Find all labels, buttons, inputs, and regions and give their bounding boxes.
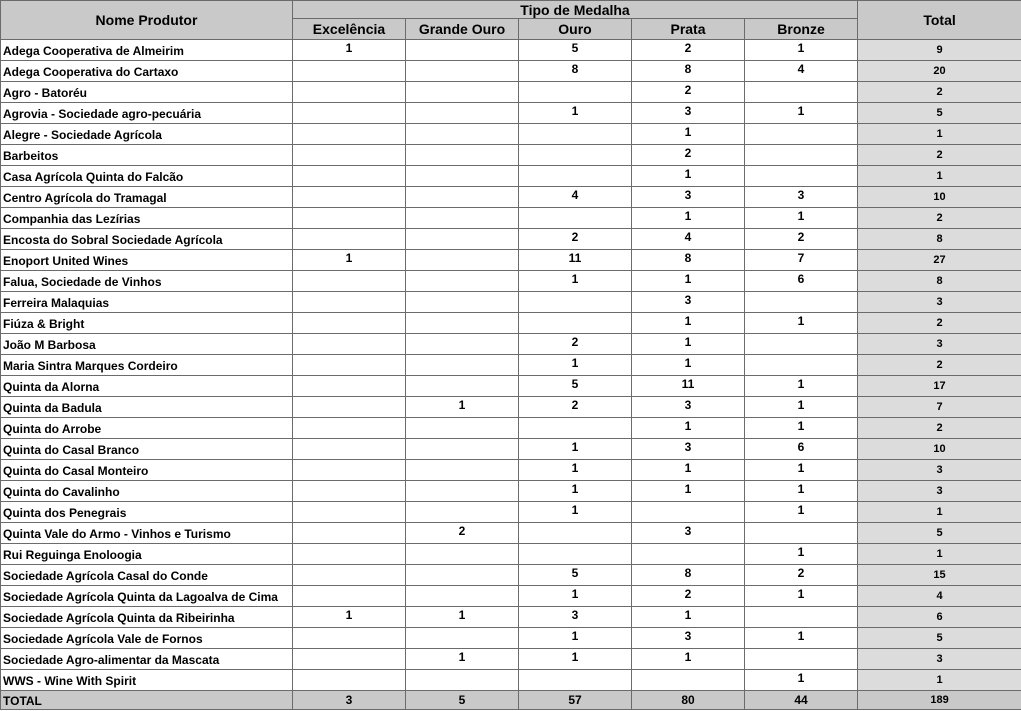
producer-name-cell: Alegre - Sociedade Agrícola: [1, 124, 293, 145]
medal-count-cell-prata: 11: [632, 376, 745, 397]
medal-count-cell-excelencia: [293, 334, 406, 355]
medal-count-cell-prata: 1: [632, 418, 745, 439]
row-total-cell: 10: [858, 187, 1021, 208]
medal-count-cell-bronze: [745, 607, 858, 628]
medal-count-cell-ouro: 1: [519, 502, 632, 523]
medal-count-cell-prata: 4: [632, 229, 745, 250]
table-row: [1, 607, 1021, 628]
medal-count-cell-grande-ouro: [406, 208, 519, 229]
medal-count-cell-bronze: 1: [745, 586, 858, 607]
medal-count-cell-excelencia: [293, 544, 406, 565]
producer-name-cell: Enoport United Wines: [1, 250, 293, 271]
medal-count-cell-grande-ouro: [406, 334, 519, 355]
medal-count-cell-grande-ouro: [406, 40, 519, 61]
row-total-cell: 2: [858, 82, 1021, 103]
medal-count-cell-ouro: 1: [519, 355, 632, 376]
medal-count-cell-bronze: [745, 166, 858, 187]
table-row: [1, 334, 1021, 355]
table-header: [1, 1, 1021, 40]
producer-name-cell: Quinta da Badula: [1, 397, 293, 418]
medal-count-cell-excelencia: 1: [293, 607, 406, 628]
medal-count-cell-prata: 8: [632, 250, 745, 271]
producer-name-cell: Rui Reguinga Enoloogia: [1, 544, 293, 565]
producer-name-cell: Sociedade Agrícola Quinta da Lagoalva de Cima: [1, 586, 293, 607]
medal-count-cell-excelencia: [293, 61, 406, 82]
medal-count-cell-ouro: 1: [519, 481, 632, 502]
producer-name-cell: WWS - Wine With Spirit: [1, 670, 293, 691]
medal-count-cell-ouro: 5: [519, 376, 632, 397]
medal-count-cell-prata: 2: [632, 82, 745, 103]
medal-count-cell-bronze: 6: [745, 271, 858, 292]
row-total-cell: 17: [858, 376, 1021, 397]
total-grande-ouro: 5: [406, 691, 519, 710]
medal-count-cell-ouro: 1: [519, 628, 632, 649]
medal-count-cell-grande-ouro: [406, 145, 519, 166]
medal-count-cell-bronze: [745, 523, 858, 544]
medal-count-cell-excelencia: [293, 166, 406, 187]
medal-count-cell-grande-ouro: [406, 586, 519, 607]
table-row: [1, 145, 1021, 166]
medal-count-cell-bronze: 7: [745, 250, 858, 271]
medal-count-cell-excelencia: [293, 271, 406, 292]
medal-count-cell-excelencia: [293, 103, 406, 124]
medal-count-cell-grande-ouro: [406, 313, 519, 334]
row-total-cell: 6: [858, 607, 1021, 628]
producer-name-cell: Fiúza & Bright: [1, 313, 293, 334]
medal-count-cell-ouro: [519, 82, 632, 103]
medal-count-cell-excelencia: [293, 292, 406, 313]
medal-count-cell-bronze: 6: [745, 439, 858, 460]
table-footer: [1, 691, 1021, 710]
row-total-cell: 2: [858, 145, 1021, 166]
medal-count-cell-bronze: [745, 124, 858, 145]
table-row: [1, 586, 1021, 607]
medal-count-cell-grande-ouro: [406, 229, 519, 250]
table-row: [1, 628, 1021, 649]
medal-count-cell-bronze: 2: [745, 565, 858, 586]
medal-count-cell-ouro: [519, 313, 632, 334]
medal-count-cell-excelencia: [293, 649, 406, 670]
medal-count-cell-ouro: [519, 124, 632, 145]
row-total-cell: 5: [858, 103, 1021, 124]
table-row: [1, 61, 1021, 82]
table-row: [1, 313, 1021, 334]
medal-count-cell-grande-ouro: [406, 628, 519, 649]
medal-count-cell-grande-ouro: [406, 187, 519, 208]
medal-count-cell-grande-ouro: 1: [406, 607, 519, 628]
medal-count-cell-bronze: 1: [745, 40, 858, 61]
medal-column-header-prata: Prata: [632, 19, 745, 40]
row-total-cell: 1: [858, 124, 1021, 145]
row-total-cell: 2: [858, 355, 1021, 376]
medal-count-cell-ouro: [519, 292, 632, 313]
medal-count-cell-grande-ouro: [406, 460, 519, 481]
medal-count-cell-grande-ouro: [406, 670, 519, 691]
medal-count-cell-ouro: 1: [519, 649, 632, 670]
producer-name-cell: Quinta do Casal Monteiro: [1, 460, 293, 481]
table-row: [1, 229, 1021, 250]
medal-count-cell-prata: 3: [632, 187, 745, 208]
table-row: [1, 481, 1021, 502]
medal-count-cell-ouro: 8: [519, 61, 632, 82]
total-ouro: 57: [519, 691, 632, 710]
medal-count-cell-bronze: 1: [745, 502, 858, 523]
table-row: [1, 355, 1021, 376]
row-total-cell: 27: [858, 250, 1021, 271]
medal-count-cell-bronze: 1: [745, 481, 858, 502]
medal-count-cell-bronze: 2: [745, 229, 858, 250]
row-total-cell: 3: [858, 460, 1021, 481]
row-total-cell: 4: [858, 586, 1021, 607]
medal-count-cell-excelencia: [293, 187, 406, 208]
medal-count-cell-bronze: 1: [745, 628, 858, 649]
producer-name-cell: Falua, Sociedade de Vinhos: [1, 271, 293, 292]
medal-count-cell-prata: [632, 502, 745, 523]
medal-count-cell-excelencia: 1: [293, 40, 406, 61]
row-total-cell: 5: [858, 628, 1021, 649]
row-total-cell: 7: [858, 397, 1021, 418]
table-row: [1, 292, 1021, 313]
medal-count-cell-bronze: 3: [745, 187, 858, 208]
medal-count-cell-prata: 1: [632, 607, 745, 628]
medal-count-cell-prata: 1: [632, 649, 745, 670]
row-total-cell: 8: [858, 229, 1021, 250]
medal-count-cell-ouro: 1: [519, 439, 632, 460]
medal-count-cell-prata: [632, 544, 745, 565]
producer-name-cell: Agro - Batoréu: [1, 82, 293, 103]
medal-count-cell-excelencia: [293, 586, 406, 607]
table-row: [1, 166, 1021, 187]
medal-count-cell-ouro: 11: [519, 250, 632, 271]
medal-count-cell-excelencia: [293, 670, 406, 691]
table-row: [1, 439, 1021, 460]
row-total-cell: 3: [858, 481, 1021, 502]
medal-count-cell-ouro: [519, 145, 632, 166]
medal-count-cell-bronze: 1: [745, 208, 858, 229]
row-total-cell: 8: [858, 271, 1021, 292]
total-excelencia: 3: [293, 691, 406, 710]
row-total-cell: 2: [858, 208, 1021, 229]
medal-count-cell-prata: 1: [632, 166, 745, 187]
medal-column-header-excelencia: Excelência: [293, 19, 406, 40]
medal-count-cell-excelencia: [293, 523, 406, 544]
producer-name-cell: Barbeitos: [1, 145, 293, 166]
medal-count-cell-ouro: 1: [519, 103, 632, 124]
row-total-cell: 9: [858, 40, 1021, 61]
medal-count-cell-excelencia: [293, 124, 406, 145]
medal-count-cell-grande-ouro: [406, 502, 519, 523]
table-row: [1, 103, 1021, 124]
medal-count-cell-bronze: 4: [745, 61, 858, 82]
row-total-cell: 1: [858, 544, 1021, 565]
medal-count-cell-bronze: [745, 334, 858, 355]
producer-name-cell: Sociedade Agrícola Casal do Conde: [1, 565, 293, 586]
medal-count-cell-ouro: 4: [519, 187, 632, 208]
medal-count-cell-bronze: [745, 649, 858, 670]
row-total-cell: 3: [858, 292, 1021, 313]
producer-name-cell: Quinta do Arrobe: [1, 418, 293, 439]
producer-name-cell: Quinta do Casal Branco: [1, 439, 293, 460]
medal-count-cell-ouro: 1: [519, 271, 632, 292]
medal-count-cell-bronze: [745, 145, 858, 166]
table-row: [1, 250, 1021, 271]
medal-count-cell-prata: 3: [632, 103, 745, 124]
producer-name-cell: Ferreira Malaquias: [1, 292, 293, 313]
medal-count-cell-excelencia: [293, 460, 406, 481]
medal-count-cell-excelencia: [293, 418, 406, 439]
total-column-header: Total: [858, 1, 1021, 40]
medal-column-header-grande-ouro: Grande Ouro: [406, 19, 519, 40]
medal-count-cell-grande-ouro: [406, 103, 519, 124]
medal-count-cell-excelencia: [293, 628, 406, 649]
medal-count-cell-prata: 1: [632, 313, 745, 334]
medal-count-cell-grande-ouro: 1: [406, 397, 519, 418]
medal-count-cell-excelencia: [293, 481, 406, 502]
medal-count-cell-prata: 1: [632, 355, 745, 376]
medal-count-cell-bronze: 1: [745, 103, 858, 124]
medal-count-cell-ouro: [519, 418, 632, 439]
medal-count-cell-prata: 3: [632, 523, 745, 544]
medal-count-cell-prata: 2: [632, 145, 745, 166]
row-total-cell: 20: [858, 61, 1021, 82]
table-row: [1, 208, 1021, 229]
medal-count-cell-grande-ouro: [406, 166, 519, 187]
medal-column-header-bronze: Bronze: [745, 19, 858, 40]
producer-name-cell: Quinta da Alorna: [1, 376, 293, 397]
medal-count-cell-grande-ouro: [406, 61, 519, 82]
producer-name-cell: Quinta Vale do Armo - Vinhos e Turismo: [1, 523, 293, 544]
table-body: [1, 40, 1021, 691]
medal-count-cell-ouro: 3: [519, 607, 632, 628]
medal-count-cell-excelencia: [293, 229, 406, 250]
medal-count-cell-excelencia: [293, 376, 406, 397]
medal-count-cell-grande-ouro: [406, 250, 519, 271]
medal-count-cell-ouro: 5: [519, 565, 632, 586]
row-total-cell: 10: [858, 439, 1021, 460]
table-row: [1, 649, 1021, 670]
table-row: [1, 418, 1021, 439]
medal-type-group-header: Tipo de Medalha: [293, 1, 858, 19]
total-prata: 80: [632, 691, 745, 710]
medal-count-cell-prata: 3: [632, 292, 745, 313]
table-row: [1, 523, 1021, 544]
table-row: [1, 565, 1021, 586]
medal-count-cell-ouro: [519, 166, 632, 187]
total-bronze: 44: [745, 691, 858, 710]
table-row: [1, 670, 1021, 691]
medal-count-cell-bronze: [745, 82, 858, 103]
medal-count-cell-excelencia: [293, 313, 406, 334]
medal-count-cell-prata: 3: [632, 439, 745, 460]
medal-count-cell-bronze: 1: [745, 544, 858, 565]
medal-count-cell-bronze: [745, 355, 858, 376]
medal-count-cell-excelencia: [293, 208, 406, 229]
table-row: [1, 82, 1021, 103]
row-total-cell: 15: [858, 565, 1021, 586]
medal-count-cell-bronze: 1: [745, 460, 858, 481]
row-total-cell: 5: [858, 523, 1021, 544]
medal-count-cell-ouro: 1: [519, 460, 632, 481]
producer-name-cell: Encosta do Sobral Sociedade Agrícola: [1, 229, 293, 250]
row-total-cell: 1: [858, 166, 1021, 187]
medal-count-cell-excelencia: [293, 355, 406, 376]
medal-count-cell-prata: 8: [632, 565, 745, 586]
medal-count-cell-prata: 1: [632, 271, 745, 292]
table-row: [1, 460, 1021, 481]
producer-name-cell: Adega Cooperativa de Almeirim: [1, 40, 293, 61]
row-total-cell: 3: [858, 649, 1021, 670]
producer-column-header: Nome Produtor: [1, 1, 293, 40]
medal-count-cell-bronze: [745, 292, 858, 313]
medal-count-cell-grande-ouro: [406, 292, 519, 313]
medal-count-cell-grande-ouro: [406, 565, 519, 586]
medal-count-cell-excelencia: 1: [293, 250, 406, 271]
table-row: [1, 40, 1021, 61]
medal-count-cell-prata: 1: [632, 208, 745, 229]
medal-count-cell-grande-ouro: [406, 439, 519, 460]
row-total-cell: 1: [858, 670, 1021, 691]
medal-count-cell-excelencia: [293, 82, 406, 103]
medal-count-cell-ouro: 2: [519, 397, 632, 418]
producer-name-cell: Maria Sintra Marques Cordeiro: [1, 355, 293, 376]
medal-count-cell-prata: 2: [632, 586, 745, 607]
medal-count-cell-grande-ouro: [406, 124, 519, 145]
medal-count-cell-bronze: 1: [745, 313, 858, 334]
medal-count-cell-bronze: 1: [745, 397, 858, 418]
medal-count-cell-bronze: 1: [745, 376, 858, 397]
row-total-cell: 2: [858, 313, 1021, 334]
medal-count-cell-bronze: 1: [745, 670, 858, 691]
producer-name-cell: Centro Agrícola do Tramagal: [1, 187, 293, 208]
medal-count-cell-ouro: [519, 670, 632, 691]
medal-count-cell-excelencia: [293, 565, 406, 586]
row-total-cell: 1: [858, 502, 1021, 523]
table-row: [1, 187, 1021, 208]
table-row: [1, 502, 1021, 523]
medal-count-cell-ouro: 5: [519, 40, 632, 61]
medal-count-cell-grande-ouro: [406, 82, 519, 103]
medal-count-cell-ouro: 1: [519, 586, 632, 607]
medal-count-cell-prata: 2: [632, 40, 745, 61]
medal-count-cell-excelencia: [293, 145, 406, 166]
medal-count-cell-grande-ouro: [406, 544, 519, 565]
producer-name-cell: João M Barbosa: [1, 334, 293, 355]
medal-count-cell-excelencia: [293, 397, 406, 418]
medal-count-cell-grande-ouro: [406, 271, 519, 292]
producer-name-cell: Quinta dos Penegrais: [1, 502, 293, 523]
medal-count-cell-prata: 1: [632, 334, 745, 355]
medal-column-header-ouro: Ouro: [519, 19, 632, 40]
medal-count-cell-excelencia: [293, 502, 406, 523]
medal-count-cell-ouro: [519, 208, 632, 229]
row-total-cell: 2: [858, 418, 1021, 439]
grand-total: 189: [858, 691, 1021, 710]
producer-name-cell: Sociedade Agro-alimentar da Mascata: [1, 649, 293, 670]
medal-count-cell-prata: [632, 670, 745, 691]
table-row: [1, 397, 1021, 418]
table-row: [1, 271, 1021, 292]
medal-count-cell-ouro: 2: [519, 334, 632, 355]
producer-name-cell: Agrovia - Sociedade agro-pecuária: [1, 103, 293, 124]
medal-count-cell-grande-ouro: [406, 355, 519, 376]
table-row: [1, 124, 1021, 145]
medal-count-cell-prata: 1: [632, 124, 745, 145]
producer-name-cell: Companhia das Lezírias: [1, 208, 293, 229]
medal-count-cell-prata: 8: [632, 61, 745, 82]
medal-count-cell-ouro: 2: [519, 229, 632, 250]
table-row: [1, 376, 1021, 397]
medal-count-cell-ouro: [519, 523, 632, 544]
totals-label: TOTAL: [1, 691, 293, 710]
medal-count-cell-grande-ouro: 2: [406, 523, 519, 544]
medal-count-cell-ouro: [519, 544, 632, 565]
producer-name-cell: Sociedade Agrícola Vale de Fornos: [1, 628, 293, 649]
row-total-cell: 3: [858, 334, 1021, 355]
medal-count-cell-excelencia: [293, 439, 406, 460]
producer-name-cell: Quinta do Cavalinho: [1, 481, 293, 502]
medal-count-cell-prata: 1: [632, 481, 745, 502]
medal-count-cell-grande-ouro: [406, 376, 519, 397]
producer-name-cell: Sociedade Agrícola Quinta da Ribeirinha: [1, 607, 293, 628]
totals-row: [1, 691, 1021, 710]
medal-count-cell-grande-ouro: [406, 481, 519, 502]
medal-count-cell-grande-ouro: 1: [406, 649, 519, 670]
medal-count-cell-bronze: 1: [745, 418, 858, 439]
producer-name-cell: Casa Agrícola Quinta do Falcão: [1, 166, 293, 187]
medal-count-cell-prata: 3: [632, 628, 745, 649]
medal-count-cell-prata: 1: [632, 460, 745, 481]
producer-name-cell: Adega Cooperativa do Cartaxo: [1, 61, 293, 82]
medal-count-cell-prata: 3: [632, 397, 745, 418]
table-row: [1, 544, 1021, 565]
medal-count-cell-grande-ouro: [406, 418, 519, 439]
